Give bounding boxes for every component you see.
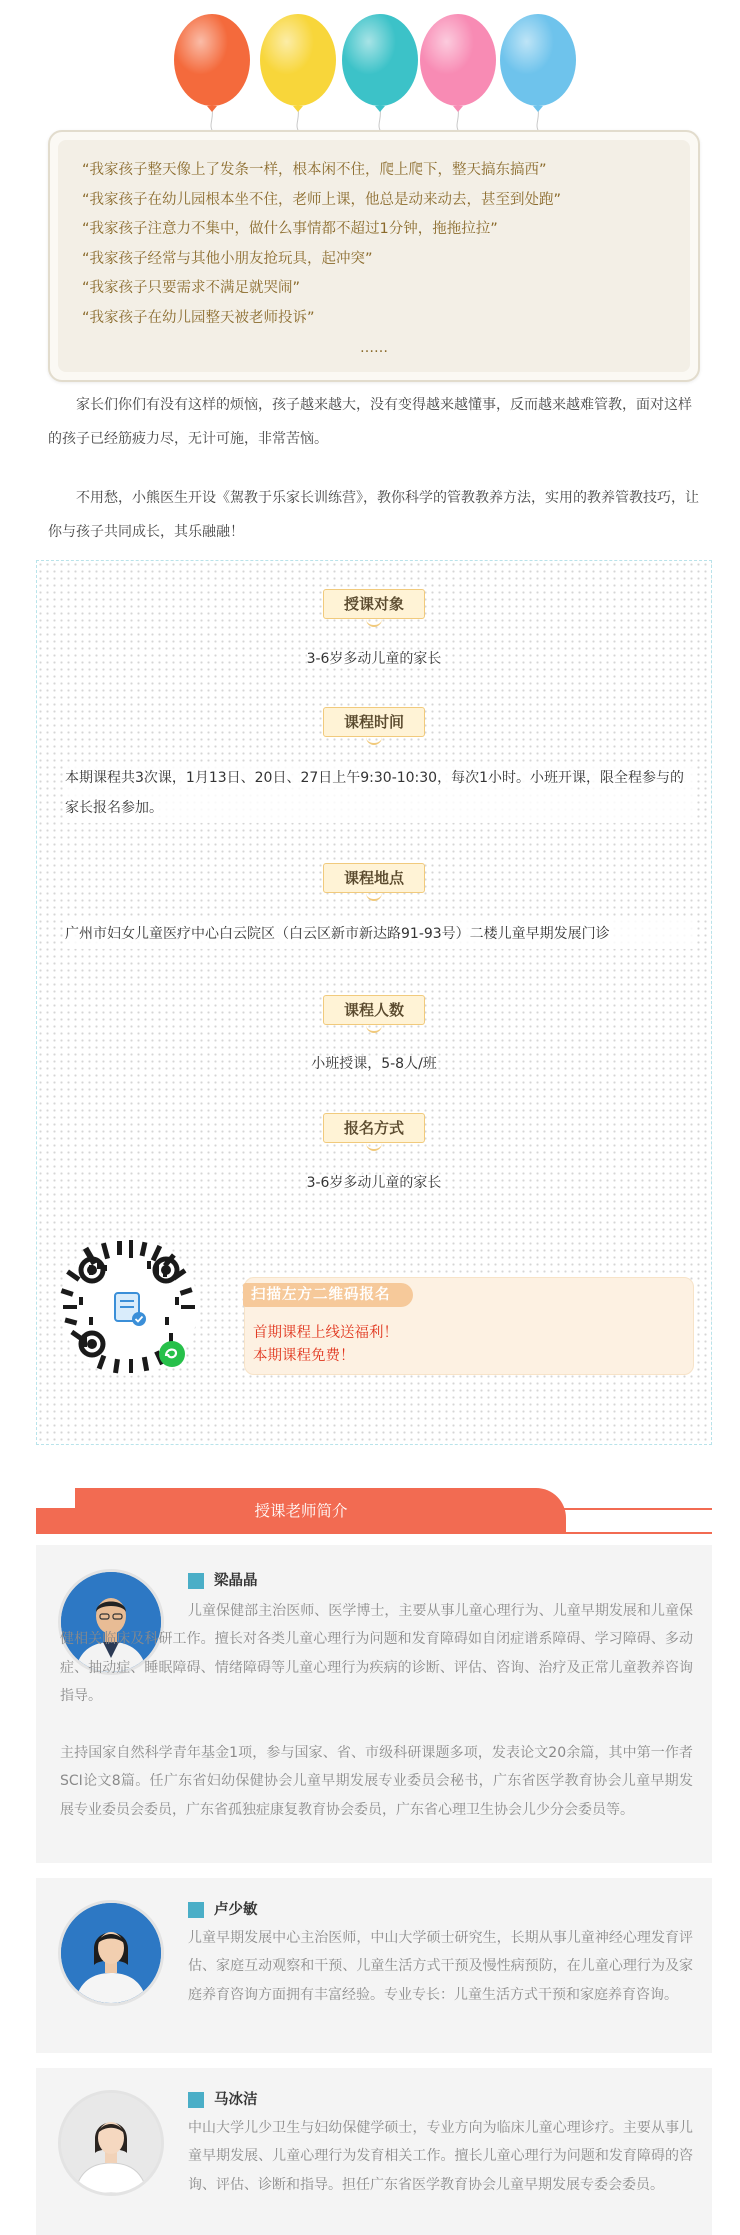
signup-qr-code[interactable] [59,1237,199,1377]
intro-paragraph-1: 家长们你们有没有这样的烦恼，孩子越来越大，没有变得越来越懂事，反而越来越难管教，面对这样的孩子已经筋疲力尽，无计可施，非常苦恼。 [48,397,692,447]
teachers-header-tab [36,1488,566,1534]
signup-title: 报名方式 [323,1113,425,1143]
mini-program-icon [159,1341,185,1367]
balloon [260,14,336,130]
header-underline [36,1532,712,1534]
worry-line: “我家孩子只要需求不满足就哭闹” [82,280,301,296]
teacher-name: 马冰洁 [188,2090,258,2110]
balloon [500,14,576,130]
teacher-avatar [58,1900,164,2006]
worries-ellipsis: …… [360,340,388,356]
size-text [37,1049,711,1079]
course-info-panel [36,560,712,1445]
place-title: 课程地点 [323,863,425,893]
time-text: 本期课程共3次课，1月13日、20日、27日上午9:30-10:30，每次1小时。小班开课，限全程参与的家长报名参加。 [65,763,695,823]
intro-paragraph-2: 不用愁，小熊医生开设《駕教于乐家长训练营》，教你科学的管教教养方法，实用的教养管教技巧，让你与孩子共同成长，其乐融融！ [48,490,699,540]
worries-box [48,130,700,382]
worry-line: “我家孩子在幼儿园整天被老师投诉” [82,309,315,326]
teacher-avatar [58,2090,164,2196]
worries-inner [58,140,690,372]
scan-benefit-2: 本期课程免费！ [253,1348,355,1364]
teachers-section-header [36,1488,712,1534]
teacher-name: 梁晶晶 [188,1571,258,1591]
balloon [174,14,250,130]
teacher-bio-extra: 主持国家自然科学青年基金1项，参与国家、省、市级科研课题多项，发表论文20余篇，其中第一作者SCI论文8篇。任广东省妇幼保健协会儿童早期发展专业委员会秘书，广东省医学教育协会儿童早期发展专业委员会委员，广东省孤独症康复教育协会委员，广东省心理卫生协会儿少分会委员等。 [60,1745,693,1818]
time-title: 课程时间 [323,707,425,737]
audience-title: 授课对象 [323,589,425,619]
scan-benefit-1: 首期课程上线送福利！ [253,1325,398,1341]
worry-line: “我家孩子注意力不集中，做什么事情都不超过1分钟，拖拖拉拉” [82,221,498,237]
place-text: 广州市妇女儿童医疗中心白云院区（白云区新市新达路91-93号）二楼儿童早期发展门诊 [65,919,695,949]
balloon [420,14,496,130]
teacher-card [36,1545,712,1863]
teacher-card [36,1878,712,2053]
teacher-bio: 儿童早期发展中心主治医师，中山大学硕士研究生，长期从事儿童神经心理发育评估、家庭互动观察和干预、儿童生活方式干预及慢性病预防，在儿童心理行为及家庭养育咨询方面拥有丰富经验。专业专长：儿童生活方式干预和家庭养育咨询。 [188,1930,693,2003]
signup-value: 3-6岁多动儿童的家长 [306,1175,442,1191]
signup-text [37,1168,711,1198]
teacher-card [36,2068,712,2235]
teacher-name: 卢少敏 [188,1900,258,1920]
size-title: 课程人数 [323,995,425,1025]
balloons-illustration [0,0,740,130]
teacher-bio: 儿童保健部主治医师、医学博士，主要从事儿童心理行为、儿童早期发展和儿童保健相关临床及科研工作。擅长对各类儿童心理行为问题和发育障碍如自闭症谱系障碍、学习障碍、多动症、抽动症、睡眠障碍、情绪障碍等儿童心理行为疾病的诊断、评估、咨询、治疗及正常儿童教养咨询指导。 [60,1603,693,1704]
balloon [342,14,418,130]
worry-line: “我家孩子经常与其他小朋友抢玩具，起冲突” [82,250,373,267]
teachers-header-title: 授课老师简介 [254,1502,348,1520]
audience-value: 3-6岁多动儿童的家长 [306,651,442,667]
signup-scan-card [244,1277,694,1375]
audience-text [37,644,711,674]
size-value: 小班授课，5-8人/班 [311,1056,437,1072]
worry-line: “我家孩子在幼儿园根本坐不住，老师上课，他总是动来动去，甚至到处跑” [82,191,562,208]
scan-tag: 扫描左方二维码报名 [243,1283,413,1307]
teacher-bio: 中山大学儿少卫生与妇幼保健学硕士，专业方向为临床儿童心理诊疗。主要从事儿童早期发展、儿童心理行为发育相关工作。擅长儿童心理行为问题和发育障碍的咨询、评估、诊断和指导。担任广东省医学教育协会儿童早期发展专委会委员。 [188,2120,693,2193]
worry-line: “我家孩子整天像上了发条一样，根本闲不住，爬上爬下，整天搞东搞西” [82,162,547,178]
